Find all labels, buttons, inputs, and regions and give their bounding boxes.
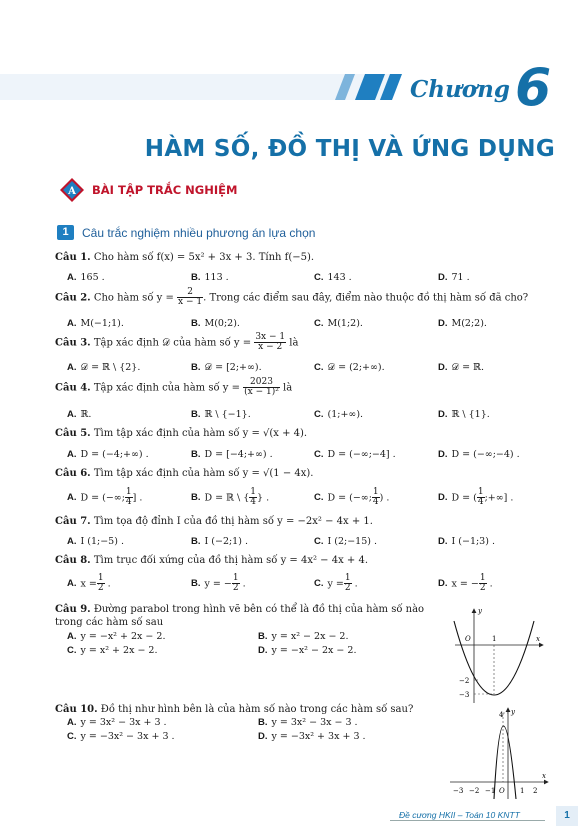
graph9-y-label: y bbox=[478, 607, 482, 615]
question-1 bbox=[55, 252, 314, 263]
question-text: Đường parabol trong hình vẽ bên có thể là đồ thị của hàm số nào bbox=[93, 604, 425, 615]
option-a[interactable]: A. M(−1;1). bbox=[67, 318, 124, 329]
option-c[interactable]: C. (1;+∞). bbox=[314, 409, 364, 420]
option-d[interactable]: D. ℝ \ {1}. bbox=[438, 409, 490, 420]
page-number: 1 bbox=[556, 806, 578, 826]
graph9-tick-y1: −2 bbox=[459, 677, 470, 685]
option-c[interactable]: C. y = x² + 2x − 2. bbox=[67, 645, 158, 656]
option-d[interactable]: D. y = −x² − 2x − 2. bbox=[258, 645, 357, 656]
section-1-heading bbox=[57, 225, 315, 240]
question-text: Cho hàm số f(x) = 5x² + 3x + 3. Tính f(−5). bbox=[93, 252, 315, 263]
option-b[interactable]: B. ℝ \ {−1}. bbox=[191, 409, 251, 420]
option-a[interactable]: A. 165 . bbox=[67, 272, 105, 283]
diamond-badge-icon bbox=[60, 178, 84, 202]
option-a[interactable]: A. 𝒟 = ℝ \ {2}. bbox=[67, 362, 141, 373]
question-6 bbox=[55, 468, 313, 479]
option-a[interactable]: A. y = 3x² − 3x + 3 . bbox=[67, 717, 167, 728]
chapter-title: HÀM SỐ, ĐỒ THỊ VÀ ỨNG DỤNG bbox=[144, 136, 555, 162]
question-number: Câu 1. bbox=[55, 252, 91, 263]
option-a[interactable]: A. x = $\frac{1}{2}$ . bbox=[67, 573, 111, 594]
graph10-y-label: y bbox=[511, 708, 515, 716]
section-a-label: BÀI TẬP TRẮC NGHIỆM bbox=[92, 183, 238, 197]
fraction: $\frac{2023}{\text{(x − 1)²}}$ bbox=[244, 377, 279, 398]
chapter-number: 6 bbox=[515, 58, 552, 118]
question-text: Cho hàm số y = bbox=[93, 292, 174, 304]
graph10-tick-x: −2 bbox=[469, 787, 480, 795]
question-text: Tập xác định của hàm số y = bbox=[93, 382, 240, 394]
option-d[interactable]: D. 71 . bbox=[438, 272, 470, 283]
question-5 bbox=[55, 428, 307, 439]
option-d[interactable]: D. 𝒟 = ℝ. bbox=[438, 362, 484, 373]
graph10-x-label: x bbox=[542, 772, 546, 780]
graph10-tick-y: 4 bbox=[499, 711, 504, 719]
option-b[interactable]: B. M(0;2). bbox=[191, 318, 240, 329]
question-text: Tập xác định 𝒟 của hàm số y = bbox=[93, 337, 252, 349]
question-9-line2: trong các hàm số sau bbox=[55, 617, 164, 628]
fraction: $\frac{3x - 1}{x - 2}$ bbox=[255, 332, 286, 353]
option-b[interactable]: B. D = ℝ \ { $\frac{1}{4}$ } . bbox=[191, 487, 270, 508]
question-number: Câu 6. bbox=[55, 468, 91, 479]
option-c[interactable]: C. 𝒟 = (2;+∞). bbox=[314, 362, 385, 373]
question-text: Tìm tập xác định của hàm số y = √(x + 4). bbox=[93, 428, 308, 439]
footer-text: Đề cương HKII – Toán 10 KNTT bbox=[399, 810, 520, 820]
option-d[interactable]: D. D = ( $\frac{1}{4}$ ;+∞] . bbox=[438, 487, 514, 508]
option-a[interactable]: A. D = (−4;+∞) . bbox=[67, 449, 149, 460]
option-a[interactable]: A. ℝ. bbox=[67, 409, 92, 420]
option-c[interactable]: C. M(1;2). bbox=[314, 318, 363, 329]
fraction: $\frac{2}{x - 1}$ bbox=[178, 287, 203, 308]
graph10-tick-x: −1 bbox=[485, 787, 496, 795]
section-1-label: Câu trắc nghiệm nhiều phương án lựa chọn bbox=[82, 225, 316, 240]
option-c[interactable]: C. D = (−∞;−4] . bbox=[314, 449, 396, 460]
question-2: Câu 2. Cho hàm số y = $\frac{2}{x - 1}$ . Trong các điểm sau đây, điểm nào thuộc đồ thị hàm số đã cho? bbox=[55, 287, 529, 308]
question-text: Tìm tọa độ đỉnh I của đồ thị hàm số y = −2x² − 4x + 1. bbox=[93, 516, 373, 527]
question-number: Câu 8. bbox=[55, 555, 91, 566]
option-b[interactable]: B. 𝒟 = [2;+∞). bbox=[191, 362, 262, 373]
section-a-heading bbox=[60, 178, 237, 202]
option-b[interactable]: B. 113 . bbox=[191, 272, 229, 283]
question-9 bbox=[55, 604, 424, 615]
question-number: Câu 4. bbox=[55, 382, 91, 394]
question-number: Câu 9. bbox=[55, 604, 91, 615]
option-c[interactable]: C. y = $\frac{1}{2}$ . bbox=[314, 573, 358, 594]
footer-rule bbox=[390, 820, 545, 821]
question-text: Tìm tập xác định của hàm số y = √(1 − 4x). bbox=[93, 468, 314, 479]
question-10 bbox=[55, 704, 413, 715]
question-number: Câu 7. bbox=[55, 516, 91, 527]
graph9-x-label: x bbox=[536, 635, 540, 643]
option-b[interactable]: B. y = x² − 2x − 2. bbox=[258, 631, 349, 642]
option-a[interactable]: A. I (1;−5) . bbox=[67, 536, 124, 547]
option-b[interactable]: B. I (−2;1) . bbox=[191, 536, 248, 547]
question-number: Câu 2. bbox=[55, 292, 91, 304]
option-d[interactable]: D. y = −3x² + 3x + 3 . bbox=[258, 731, 366, 742]
parabol-curve bbox=[494, 726, 516, 799]
graph10-tick-x: −3 bbox=[453, 787, 464, 795]
graph9-tick-x: 1 bbox=[492, 635, 497, 643]
option-b[interactable]: B. y = 3x² − 3x − 3 . bbox=[258, 717, 358, 728]
option-c[interactable]: C. I (2;−15) . bbox=[314, 536, 378, 547]
option-d[interactable]: D. x = − $\frac{1}{2}$ . bbox=[438, 573, 493, 594]
section-a-badge bbox=[60, 178, 84, 202]
option-b[interactable]: B. D = [−4;+∞) . bbox=[191, 449, 273, 460]
option-c[interactable]: C. D = (−∞; $\frac{1}{4}$ ) . bbox=[314, 487, 390, 508]
option-c[interactable]: C. y = −3x² − 3x + 3 . bbox=[67, 731, 175, 742]
graph9-origin: O bbox=[465, 635, 471, 643]
question-8 bbox=[55, 555, 368, 566]
graph9-tick-y2: −3 bbox=[459, 691, 470, 699]
graph10-origin: O bbox=[499, 787, 505, 795]
question-number: Câu 10. bbox=[55, 704, 98, 715]
option-a[interactable]: A. D = (−∞; $\frac{1}{4}$ ] . bbox=[67, 487, 143, 508]
question-9-graph bbox=[450, 605, 550, 705]
option-b[interactable]: B. y = − $\frac{1}{2}$ . bbox=[191, 573, 246, 594]
question-text: Đồ thị như hình bên là của hàm số nào trong các hàm số sau? bbox=[100, 704, 414, 715]
chapter-word: Chương bbox=[410, 76, 510, 103]
question-3: Câu 3. Tập xác định 𝒟 của hàm số y = $\frac{3x - 1}{x - 2}$ là bbox=[55, 332, 299, 353]
question-4: Câu 4. Tập xác định của hàm số y = $\frac{2023}{\text{(x − 1)²}}$ là bbox=[55, 377, 293, 398]
section-a-badge-letter: A bbox=[68, 186, 76, 197]
question-10-graph bbox=[448, 705, 552, 801]
option-a[interactable]: A. y = −x² + 2x − 2. bbox=[67, 631, 166, 642]
question-text: Tìm trục đối xứng của đồ thị hàm số y = 4x² − 4x + 4. bbox=[93, 555, 368, 566]
question-7 bbox=[55, 516, 373, 527]
section-1-number: 1 bbox=[57, 225, 74, 240]
graph10-tick-x: 1 bbox=[520, 787, 525, 795]
graph10-tick-x: 2 bbox=[533, 787, 538, 795]
option-d[interactable]: D. M(2;2). bbox=[438, 318, 487, 329]
question-number: Câu 5. bbox=[55, 428, 91, 439]
option-c[interactable]: C. 143 . bbox=[314, 272, 352, 283]
option-d[interactable]: D. I (−1;3) . bbox=[438, 536, 495, 547]
option-d[interactable]: D. D = (−∞;−4) . bbox=[438, 449, 520, 460]
question-number: Câu 3. bbox=[55, 337, 91, 349]
